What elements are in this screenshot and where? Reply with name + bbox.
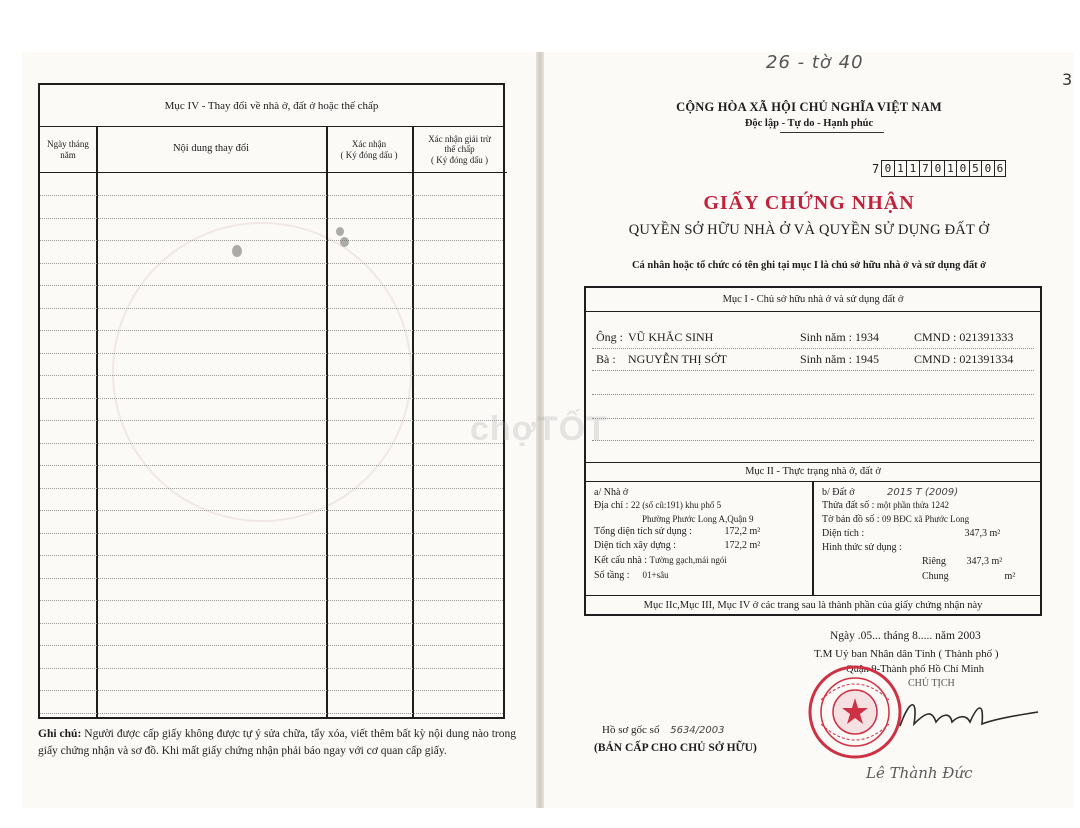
- certificate-footer-note: Mục IIc,Mục III, Mục IV ở các trang sau là thành phần của giấy chứng nhận này: [643, 600, 983, 611]
- land-usage: Hình thức sử dụng :: [822, 542, 902, 553]
- serial-digit: 5: [969, 160, 982, 177]
- certificate-intro: Cá nhân hoặc tổ chức có tên ghi tại mục I là chủ sở hữu nhà ở và sử dụng đất ở: [631, 260, 987, 271]
- section-ii-divider: [812, 482, 814, 595]
- changes-table: [38, 83, 505, 719]
- serial-number: [872, 160, 1006, 177]
- row-rule: [40, 218, 503, 219]
- row-rule: [40, 353, 503, 354]
- column-divider: [412, 127, 414, 717]
- serial-prefix: 7: [872, 161, 880, 176]
- dotted-line: [592, 370, 1034, 371]
- row-rule: [40, 420, 503, 421]
- serial-digit: 1: [906, 160, 919, 177]
- row-rule: [40, 285, 503, 286]
- col-content-header: Nội dung thay đổi: [96, 127, 326, 173]
- land-shared: Chung m²: [922, 571, 1016, 582]
- serial-digit: 6: [994, 160, 1007, 177]
- land-map-sheet: Tờ bản đồ số : 09 BĐC xã Phước Long: [822, 514, 970, 525]
- land-private: Riêng 347,3 m²: [922, 556, 1003, 567]
- ink-stain: [232, 245, 242, 257]
- certificate-subtitle: QUYỀN SỞ HỮU NHÀ Ở VÀ QUYỀN SỬ DỤNG ĐẤT Ở: [628, 222, 990, 238]
- row-rule: [40, 690, 503, 691]
- house-heading: a/ Nhà ở: [594, 487, 629, 498]
- row-rule: [40, 645, 503, 646]
- owner-row: Bà : NGUYỄN THỊ SỚT Sinh năm : 1945 CMND : 021391334: [596, 352, 1014, 366]
- row-rule: [40, 330, 503, 331]
- house-floors: Số tầng : 01+sâu: [594, 570, 669, 581]
- column-divider: [96, 127, 98, 717]
- serial-digit: 0: [931, 160, 944, 177]
- nation-header: CỘNG HÒA XÃ HỘI CHỦ NGHĨA VIỆT NAM: [676, 100, 942, 114]
- certificate-title: GIẤY CHỨNG NHẬN: [703, 192, 915, 214]
- row-rule: [40, 533, 503, 534]
- house-address-line-2: Phường Phước Long A,Quận 9: [642, 514, 754, 524]
- section-ii-title: Mục II - Thực trạng nhà ở, đất ở: [586, 462, 1040, 482]
- note-label: Ghi chú:: [38, 728, 82, 740]
- note-paragraph: [38, 726, 516, 760]
- house-address: Địa chỉ : 22 (số cũ:191) khu phố 5: [594, 500, 722, 511]
- row-rule: [40, 375, 503, 376]
- signer-name: Lê Thành Đức: [866, 764, 973, 782]
- serial-digit: 1: [944, 160, 957, 177]
- certificate-box: [584, 286, 1042, 616]
- serial-digit: 0: [881, 160, 894, 177]
- motto: Độc lập - Tự do - Hạnh phúc: [744, 118, 874, 129]
- section-iv-title: Mục IV - Thay đổi về nhà ở, đất ở hoặc thế chấp: [40, 85, 503, 127]
- ink-stain: [340, 237, 349, 247]
- col-confirm-header: Xác nhận ( Ký đóng dấu ): [326, 127, 412, 173]
- motto-underline: [780, 132, 884, 133]
- issue-date: Ngày .05... tháng 8..... năm 2003: [830, 630, 981, 642]
- handwritten-signature: [892, 694, 1042, 734]
- row-rule: [40, 308, 503, 309]
- serial-digit: 0: [981, 160, 994, 177]
- row-rule: [40, 240, 503, 241]
- house-built-area: Diện tích xây dựng : 172,2 m²: [594, 540, 761, 551]
- issuing-district: Quận 9-Thành phố Hồ Chí Minh: [846, 664, 984, 675]
- dotted-line: [592, 418, 1034, 419]
- row-rule: [40, 623, 503, 624]
- row-rule: [40, 465, 503, 466]
- row-rule: [40, 600, 503, 601]
- row-rule: [40, 195, 503, 196]
- serial-digit: 0: [956, 160, 969, 177]
- house-structure: Kết cấu nhà : Tường gạch,mái ngói: [594, 555, 727, 566]
- owner-row: Ông : VŨ KHẮC SINH Sinh năm : 1934 CMND : 021391333: [596, 330, 1014, 344]
- serial-digit: 1: [894, 160, 907, 177]
- chairman-title: CHỦ TỊCH: [908, 678, 955, 689]
- column-divider: [326, 127, 328, 717]
- owner-copy-label: (BẢN CẤP CHO CHỦ SỞ HỮU): [594, 742, 757, 754]
- row-rule: [40, 713, 503, 714]
- row-rule: [40, 668, 503, 669]
- col-date-header: Ngày tháng năm: [40, 127, 96, 173]
- house-total-area: Tổng diện tích sử dụng : 172,2 m²: [594, 526, 761, 537]
- row-rule: [40, 398, 503, 399]
- left-page: [22, 52, 536, 808]
- dotted-line: [592, 394, 1034, 395]
- page-number: 3: [1062, 70, 1073, 89]
- row-rule: [40, 443, 503, 444]
- row-rule: [40, 510, 503, 511]
- row-rule: [40, 263, 503, 264]
- row-rule: [40, 578, 503, 579]
- serial-digit: 7: [919, 160, 932, 177]
- official-red-seal: [807, 664, 903, 760]
- handwritten-note-top: 26 - tờ 40: [766, 52, 864, 73]
- section-i-title: Mục I - Chủ sở hữu nhà ở và sử dụng đất ở: [586, 288, 1040, 312]
- registry-number: Hồ sơ gốc số 5634/2003: [602, 724, 725, 736]
- col-release-header: Xác nhận giải trừ thế chấp ( Ký đóng dấu ): [412, 127, 507, 173]
- land-heading: b/ Đất ở 2015 T (2009): [822, 487, 959, 498]
- row-rule: [40, 488, 503, 489]
- right-page: [470, 52, 1074, 808]
- land-handwritten-note: 2015 T (2009): [887, 487, 959, 498]
- row-rule: [40, 555, 503, 556]
- ink-stain: [336, 227, 344, 236]
- issuing-authority: T.M Uỷ ban Nhân dân Tỉnh ( Thành phố ): [814, 648, 999, 660]
- land-parcel: Thửa đất số : một phần thửa 1242: [822, 500, 949, 511]
- note-text: Người được cấp giấy không được tự ý sửa chữa, tẩy xóa, viết thêm bất kỳ nội dung nào trong giấy chứng nhận và sơ đồ. Khi mất giấy chứng nhận phải báo ngay với cơ quan cấp giấy.: [38, 728, 516, 757]
- dotted-line: [592, 348, 1034, 349]
- chotot-watermark: chợTỐT: [470, 410, 608, 448]
- dotted-line: [592, 440, 1034, 441]
- land-area: Diện tích : 347,3 m²: [822, 528, 1001, 539]
